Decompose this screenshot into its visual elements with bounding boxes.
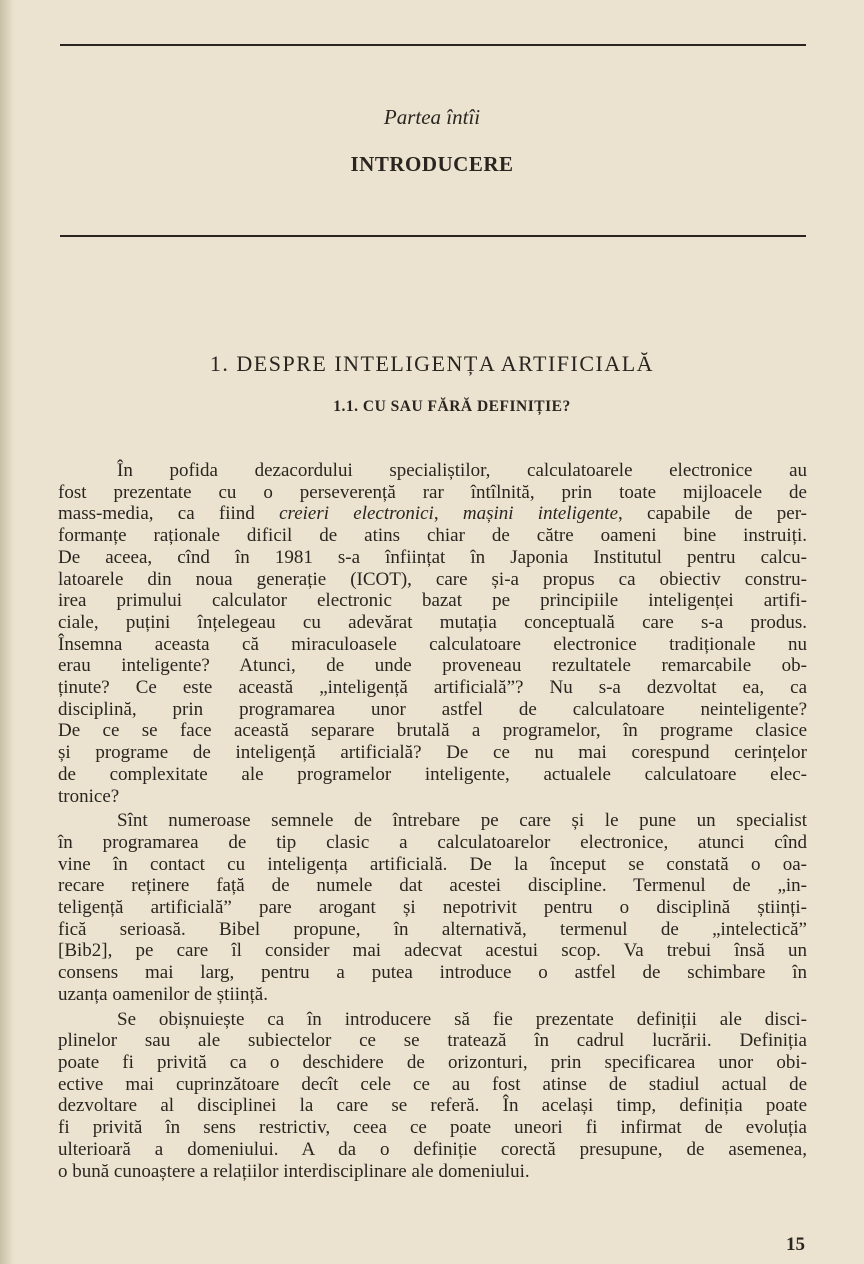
section-title: INTRODUCERE: [350, 152, 514, 176]
text-line: irea primului calculator electronic bazat pe principiile inteligenței artifi-: [58, 590, 807, 612]
text-line: ulterioară a domeniului. A da o definiție corectă presupune, de asemenea,: [58, 1138, 807, 1160]
text-line: De aceea, cînd în 1981 s-a înființat în Japonia Institutul pentru calcu-: [58, 546, 807, 568]
text-line: dezvoltare al disciplinei la care se referă. În același timp, definiția poate: [58, 1095, 807, 1117]
text-segment: , capabile de per-: [618, 503, 807, 525]
text-line: tronice?: [58, 785, 120, 807]
italic-term: creieri electronici: [279, 503, 434, 525]
text-line: În pofida dezacordului specialiștilor, calculatoarele electronice au: [117, 460, 807, 481]
text-line: consens mai larg, pentru a putea introduce o astfel de schimbare în: [58, 962, 807, 984]
text-line: o bună cunoaștere a relațiilor interdisciplinare ale domeniului.: [58, 1160, 530, 1182]
body-text: [58, 460, 807, 1185]
text-line: Se obișnuiește ca în introducere să fie prezentate definiții ale disci-: [117, 1008, 807, 1030]
bottom-rule: [60, 235, 806, 237]
text-line: ective mai cuprinzătoare decît cele ce au fost atinse de stadiul actual de: [58, 1073, 807, 1095]
text-line: Însemna aceasta că miraculoasele calculatoare electronice tradiționale nu: [58, 633, 807, 655]
text-line: fost prezentate cu o perseverență rar întîlnită, prin toate mijloacele de: [58, 481, 807, 503]
text-line: disciplină, prin programarea unor astfel de calculatoare neinteligente?: [58, 698, 807, 720]
paragraph: [58, 810, 807, 1005]
text-line: plinelor sau ale subiectelor ce se tratează în cadrul lucrării. Definiția: [58, 1030, 807, 1052]
text-segment: ,: [433, 503, 463, 525]
text-line: latoarele din noua generație (ICOT), care și-a propus ca obiectiv constru-: [58, 568, 807, 590]
page-edge: [0, 0, 14, 1264]
page-number: 15: [786, 1234, 805, 1255]
text-segment: mass-media, ca fiind: [58, 503, 280, 525]
paragraph: [58, 460, 807, 807]
text-line: de complexitate ale programelor inteligente, actualele calculatoare elec-: [58, 763, 807, 785]
text-line: [Bib2], pe care îl consider mai adecvat acestui scop. Va trebui însă un: [58, 940, 807, 962]
subchapter-heading: 1.1. CU SAU FĂRĂ DEFINIȚIE?: [333, 398, 571, 415]
text-line: [58, 503, 807, 525]
chapter-heading: 1. DESPRE INTELIGENȚA ARTIFICIALĂ: [209, 351, 655, 376]
text-line: De ce se face această separare brutală a programelor, în programe clasice: [58, 720, 807, 742]
text-line: uzanța oamenilor de știință.: [58, 983, 268, 1005]
text-line: și programe de inteligență artificială? De ce nu mai corespund cerințelor: [58, 742, 807, 764]
text-line: teligență artificială” pare arogant și nepotrivit pentru o disciplină științi-: [58, 897, 807, 919]
text-line: vine în contact cu inteligența artificială. De la început se constată o oa-: [58, 853, 807, 875]
text-line: ciale, puțini înțelegeau cu adevărat mutația conceptuală care s-a produs.: [58, 611, 807, 633]
text-line: poate fi privită ca o deschidere de orizonturi, prin specificarea unor obi-: [58, 1051, 807, 1073]
text-line: Sînt numeroase semnele de întrebare pe care și le pune un specialist: [117, 810, 807, 832]
text-line: în programarea de tip clasic a calculatoarelor electronice, atunci cînd: [58, 831, 807, 853]
part-title: Partea întîi: [383, 105, 481, 129]
text-line: formanțe raționale dificil de atins chiar de către oameni bine instruiți.: [58, 525, 807, 547]
text-line: recare reținere față de numele dat acestei discipline. Termenul de „in-: [58, 875, 807, 897]
paragraph: [58, 1009, 807, 1183]
italic-term: mașini inteligente: [462, 503, 618, 525]
text-line: ținute? Ce este această „inteligență artificială”? Nu s-a dezvoltat ea, ca: [58, 677, 807, 699]
text-line: erau inteligente? Atunci, de unde proveneau rezultatele remarcabile ob-: [58, 655, 807, 677]
text-line: fi privită în sens restrictiv, ceea ce poate uneori fi infirmat de evoluția: [58, 1117, 807, 1139]
top-rule: [60, 44, 806, 46]
text-line: fică serioasă. Bibel propune, în alternativă, termenul de „intelectică”: [58, 918, 807, 940]
